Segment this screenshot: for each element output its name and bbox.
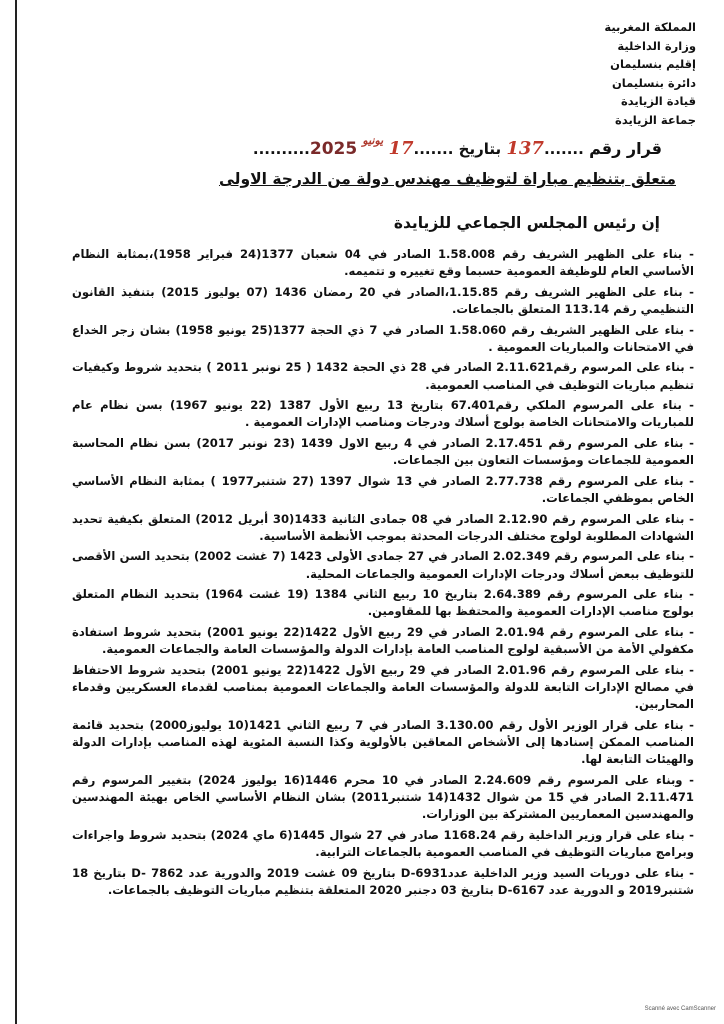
consideration-paragraph: - بناء على الظهير الشريف رقم 1.15.85،الصادر في 20 رمضان 1436 (07 يوليوز 2015) بتنفيذ القانون التنظيمي رقم 113.14 المتعلق بالجماعات. bbox=[72, 284, 694, 316]
consideration-paragraph: - بناء على المرسوم رقم 2.17.451 الصادر في 4 ربيع الاول 1439 (23 نونبر 2017) بسن نظام المحاسبة العمومية للجماعات ومؤسسات التعاون بين الجماعات. bbox=[72, 435, 694, 468]
decision-number-handwritten: 137 bbox=[506, 138, 544, 159]
consideration-paragraph: - بناء على دوريات السيد وزير الداخلية عددD-6931 بتاريخ 09 غشت 2019 والدورية عدد D- 7862 بتاريخ 18 شتنبر2019 و الدورية عدد D-6167 بتاريخ 03 دجنبر 2020 المتعلقة بتنظيم مباريات التوظيف بالجماعات. bbox=[72, 865, 694, 897]
consideration-paragraph: - بناء على المرسوم رقم 2.12.90 الصادر في 08 جمادى الثانية 1433(30 أبريل 2012) المتعلق بكيفية تحديد الشهادات المطلوبة لولوج مختلف الدرجات المحدثة بموجب الأنظمة الأساسية. bbox=[72, 511, 694, 543]
president-heading: إن رئيس المجلس الجماعي للزيايدة bbox=[393, 214, 660, 232]
consideration-paragraph: - بناء على المرسوم رقم 2.64.389 بتاريخ 10 ربيع الثاني 1384 (19 غشت 1964) بتحديد النظام المتعلق بولوج مناصب الإدارات العمومية والمحتفظ بها للمقاومين. bbox=[72, 587, 694, 619]
letterhead-line: إقليم بنسليمان bbox=[610, 57, 696, 71]
page-edge-line bbox=[15, 0, 17, 1024]
decision-number-line bbox=[142, 134, 662, 164]
month-handwritten: يونيو bbox=[362, 134, 384, 147]
letterhead-line: المملكة المغربية bbox=[604, 20, 696, 34]
letterhead-line: قيادة الزيايدة bbox=[620, 94, 696, 108]
letterhead-line: وزارة الداخلية bbox=[617, 38, 696, 53]
consideration-paragraph: - وبناء على المرسوم رقم 2.24.609 الصادر في 10 محرم 1446(16 يوليوز 2024) بتغيير المرسوم رقم 2.11.471 الصادر في 15 من شوال 1432(14 شتنبر2011) بشان النظام الأساسي الخاص بهيئة المهندسين والمهندسين المعماريين المشتركة بين الوزارات. bbox=[72, 772, 694, 822]
consideration-paragraph: - بناء على قرار الوزير الأول رقم 3.130.00 الصادر في 7 ربيع الثاني 1421(10 يوليوز2000) بتحديد قائمة المناصب الممكن إسنادها إلى الأشخاص المعاقين بالأولوية وكذا النسبة المئوية لهذه المناصب بإدارات الدولة والهيئات التابعة لها. bbox=[72, 717, 694, 767]
dots: ....... bbox=[413, 140, 454, 158]
dots: ....... bbox=[543, 140, 584, 158]
consideration-paragraph: - بناء على المرسوم رقم2.11.621 الصادر في 28 ذي الحجة 1432 ( 25 نونبر 2011 ) بتحديد شروط وكيفيات تنظيم مباريات التوظيف في المناصب العمومية. bbox=[72, 360, 695, 392]
consideration-paragraph: - بناء على الظهير الشريف رقم 1.58.060 الصادر في 7 ذي الحجة 1377(25 يونيو 1958) بشان زجر الخداع في الامتحانات والمباريات العمومية . bbox=[72, 322, 694, 354]
letterhead-line: دائرة بنسليمان bbox=[611, 75, 696, 90]
day-handwritten: 17 bbox=[388, 138, 414, 159]
consideration-paragraph: - بناء على المرسوم رقم 2.77.738 الصادر في 13 شوال 1397 (27 شتنبر1977 ) بمثابة النظام الأساسي الخاص بموظفي الجماعات. bbox=[72, 473, 694, 505]
consideration-paragraph: - بناء على المرسوم رقم 2.01.94 الصادر في 29 ربيع الأول 1422(22 يونيو 2001) بتحديد شروط استفادة مكفولي الأمة من الأسبقية لولوج المناصب العامة بإدارات الدولة والمؤسسات العامة والجماعات العمومية. bbox=[72, 624, 694, 657]
consideration-paragraph: - بناء على المرسوم رقم 2.01.96 الصادر في 29 ربيع الأول 1422(22 يونيو 2001) بتحديد شروط الاحتفاظ في مصالح الإدارات التابعة للدولة والمؤسسات العامة والجماعات العمومية بمناصب لقدماء العسكريين وقدماء المحاربين. bbox=[72, 662, 694, 712]
consideration-paragraph: - بناء على المرسوم الملكي رقم67.401 بتاريخ 13 ربيع الأول 1387 (22 يونيو 1967) بسن نظام عام للمباريات والامتحانات الخاصة بولوج أسلاك ودرجات ومناصب الإدارات العمومية . bbox=[72, 398, 694, 430]
date-label: بتاريخ bbox=[458, 140, 502, 158]
consideration-paragraph: - بناء على قرار وزير الداخلية رقم 1168.24 صادر في 27 شوال 1445(6 ماي 2024) بتحديد شروط واجراءات وبرامج مباريات التوظيف في المناصب العمومية بالجماعات الترابية. bbox=[72, 827, 694, 859]
consideration-paragraph: - بناء على الظهير الشريف رقم 1.58.008 الصادر في 04 شعبان 1377(24 فبراير 1958)،بمثابة النظام الأساسي العام للوظيفة العمومية حسبما وقع تغييره و تتميمه. bbox=[72, 247, 694, 279]
letterhead bbox=[604, 18, 696, 129]
considerations-body bbox=[72, 246, 694, 902]
scanner-watermark: Scanné avec CamScanner bbox=[644, 1006, 716, 1012]
subject-title: متعلق بتنظيم مباراة لتوظيف مهندس دولة من الدرجة الاولى bbox=[218, 170, 676, 188]
dots: .......... bbox=[252, 140, 310, 158]
year-handwritten: 2025 bbox=[309, 139, 358, 159]
letterhead-line: جماعة الزيايدة bbox=[615, 112, 696, 127]
decision-label: قرار رقم bbox=[589, 139, 662, 158]
consideration-paragraph: - بناء على المرسوم رقم 2.02.349 الصادر في 27 جمادى الأولى 1423 (7 غشت 2002) بتحديد السن الأقصى للتوظيف ببعض أسلاك ودرجات الإدارات العمومية والجماعات المحلية. bbox=[72, 549, 694, 581]
